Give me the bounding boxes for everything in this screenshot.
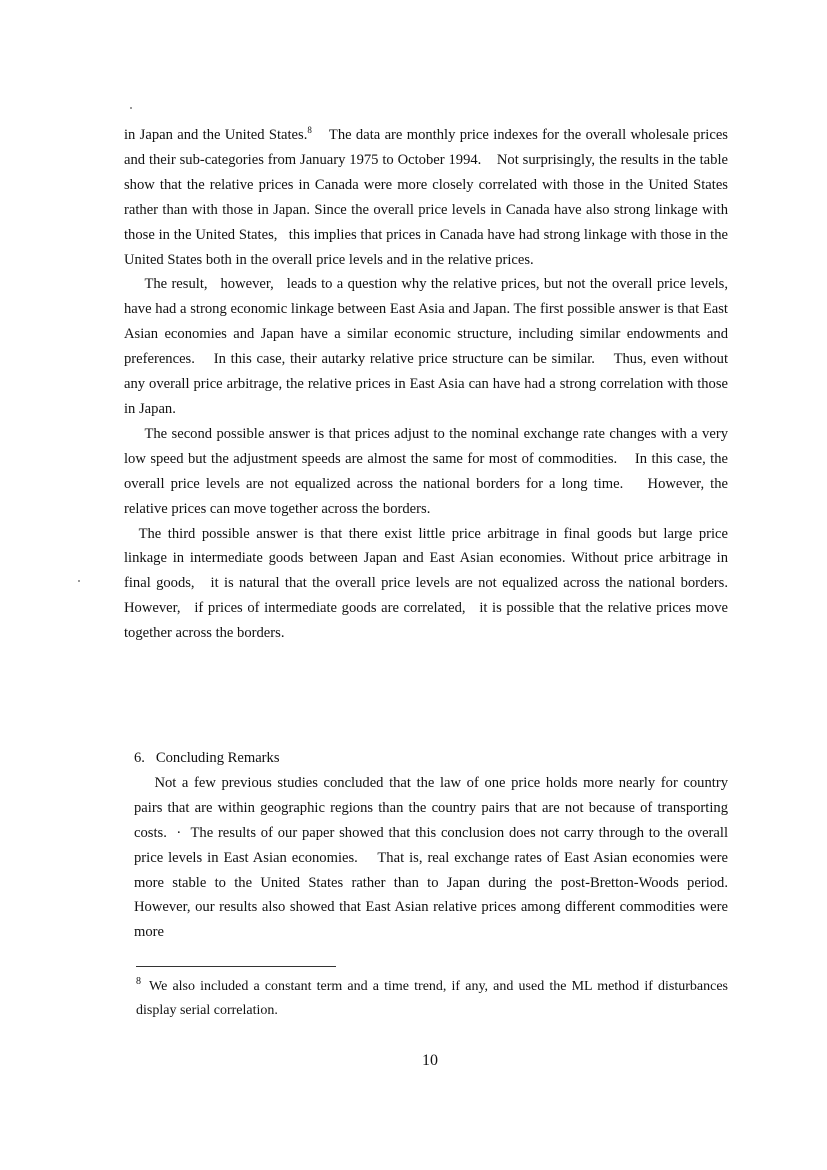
footnote bbox=[136, 975, 728, 1023]
footnote-text: We also included a constant term and a time trend, if any, and used the ML method if disturbances display serial correlation. bbox=[136, 979, 728, 1018]
page-number: 10 bbox=[422, 1052, 438, 1069]
concluding-remarks-section bbox=[134, 746, 743, 945]
paragraph-text: The data are monthly price indexes for the overall wholesale prices and their sub-categories from January 1975 to October 1994. Not surprisingly, the results in the table show that the relative prices in Canada were more closely correlated with those in the United States rather than with those in Japan. Since the overall price levels in Canada have also strong linkage with those in the United States, this implies that prices in Canada have had strong linkage with those in the United States both in the overall price levels and in the relative prices. bbox=[124, 127, 732, 268]
section-heading: 6. Concluding Remarks bbox=[134, 750, 280, 766]
footnote-divider bbox=[136, 966, 336, 967]
footnote-mark: 8 bbox=[136, 976, 141, 988]
scan-speck bbox=[78, 580, 80, 582]
footnote-reference: 8 bbox=[307, 125, 312, 136]
section-paragraph: Not a few previous studies concluded that the law of one price holds more nearly for country pairs that are within geographic regions than the country pairs that are not because of transporting costs. · The results of our paper showed that this conclusion does not carry through to the overall price levels in East Asian economies. That is, real exchange rates of East Asian economies were more stable to the United States rather than to Japan during the post-Bretton-Woods period. However, our results also showed that East Asian relative prices among different commodities were more bbox=[134, 774, 743, 941]
paragraph-2: The result, however, leads to a question why the relative prices, but not the overall price levels, have had a strong economic linkage between East Asia and Japan. The first possible answer is that East Asian economies and Japan have a similar economic structure, including similar endowments and preferences. In this case, their autarky relative price structure can be similar. Thus, even without any overall price arbitrage, the relative prices in East Asia can have had a strong correlation with those in Japan. bbox=[124, 276, 732, 417]
paragraph-3: The second possible answer is that prices adjust to the nominal exchange rate changes with a very low speed but the adjustment speeds are almost the same for most of commodities. In this case, the overall price levels are not equalized across the national borders for a long time. However, the relative prices can move together across the borders. bbox=[124, 425, 732, 517]
scan-speck bbox=[130, 107, 132, 109]
paragraph-1 bbox=[124, 123, 732, 272]
paragraph-4: The third possible answer is that there exist little price arbitrage in final goods but large price linkage in intermediate goods between Japan and East Asian economies. Without price arbitrage in final goods, it is natural that the overall price levels are not equalized across the national borders. However, if prices of intermediate goods are correlated, it is possible that the relative prices move together across the borders. bbox=[124, 525, 743, 642]
body-text bbox=[124, 123, 743, 646]
paragraph-text: in Japan and the United States. bbox=[124, 127, 308, 143]
